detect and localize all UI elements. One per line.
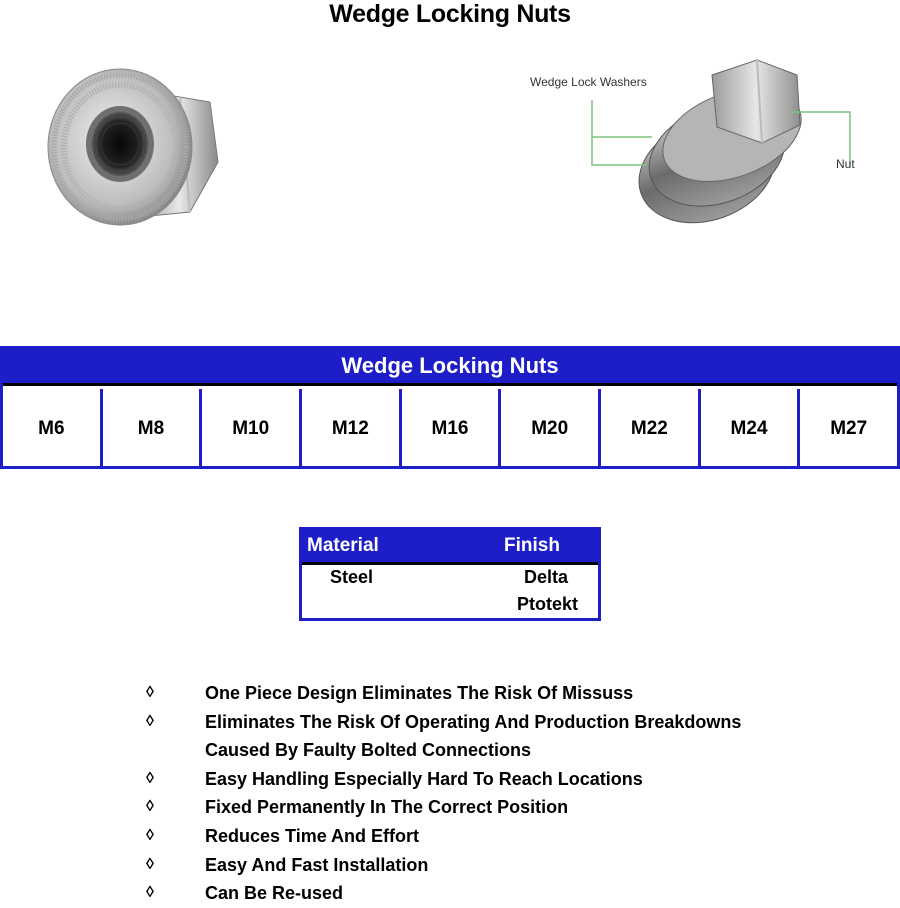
- feature-item: [140, 822, 840, 851]
- sizes-table: [0, 346, 900, 469]
- feature-item-continuation: [140, 736, 840, 765]
- diamond-bullet-icon: ◊: [146, 684, 154, 701]
- size-cell: M22: [601, 389, 701, 469]
- size-cell: M27: [830, 418, 868, 439]
- feature-item: [140, 851, 840, 880]
- diamond-bullet-icon: ◊: [146, 855, 154, 873]
- page-title: Wedge Locking Nuts: [329, 0, 571, 28]
- feature-item: [140, 708, 840, 737]
- diamond-bullet-icon: ◊: [146, 712, 154, 730]
- material-value: Steel: [330, 567, 374, 587]
- material-finish-table: [299, 527, 601, 621]
- diamond-bullet-icon: ◊: [146, 826, 154, 844]
- material-finish-header: [302, 530, 598, 565]
- diamond-bullet-icon: ◊: [146, 884, 154, 902]
- sizes-table-header: Wedge Locking Nuts: [3, 349, 897, 386]
- feature-text: Eliminates The Risk Of Operating And Production Breakdowns: [205, 711, 742, 732]
- feature-text: Fixed Permanently In The Correct Position: [205, 797, 569, 818]
- finish-header: Finish: [504, 535, 560, 556]
- size-cell: M24: [701, 389, 801, 469]
- wedge-lock-diagram: [522, 55, 862, 255]
- feature-text: One Piece Design Eliminates The Risk Of Missuss: [205, 683, 634, 703]
- feature-item: [140, 793, 840, 822]
- size-cell: M20: [501, 389, 601, 469]
- size-cell: M16: [402, 389, 502, 469]
- size-cell: M8: [103, 389, 203, 469]
- finish-value-line1: Delta: [524, 567, 569, 587]
- material-header: Material: [307, 535, 379, 556]
- feature-list: [140, 679, 840, 908]
- size-cell: M12: [302, 389, 402, 469]
- washer-label: Wedge Lock Washers: [530, 75, 647, 89]
- feature-text: Can Be Re-used: [205, 883, 344, 904]
- feature-text: Caused By Faulty Bolted Connections: [205, 740, 532, 761]
- diamond-bullet-icon: ◊: [146, 798, 154, 816]
- flange-nut-image: [40, 52, 230, 232]
- finish-value-line2: Ptotekt: [517, 594, 579, 614]
- feature-item: [140, 879, 840, 908]
- feature-text: Easy Handling Especially Hard To Reach Locations: [205, 768, 643, 789]
- size-cell: M10: [202, 389, 302, 469]
- diamond-bullet-icon: ◊: [146, 769, 154, 787]
- feature-text: Reduces Time And Effort: [205, 825, 420, 846]
- sizes-row: [3, 386, 897, 469]
- nut-label: Nut: [836, 157, 855, 171]
- size-cell: M6: [3, 389, 103, 469]
- feature-item: [140, 765, 840, 794]
- feature-text: Easy And Fast Installation: [205, 854, 429, 875]
- feature-item: [140, 679, 840, 708]
